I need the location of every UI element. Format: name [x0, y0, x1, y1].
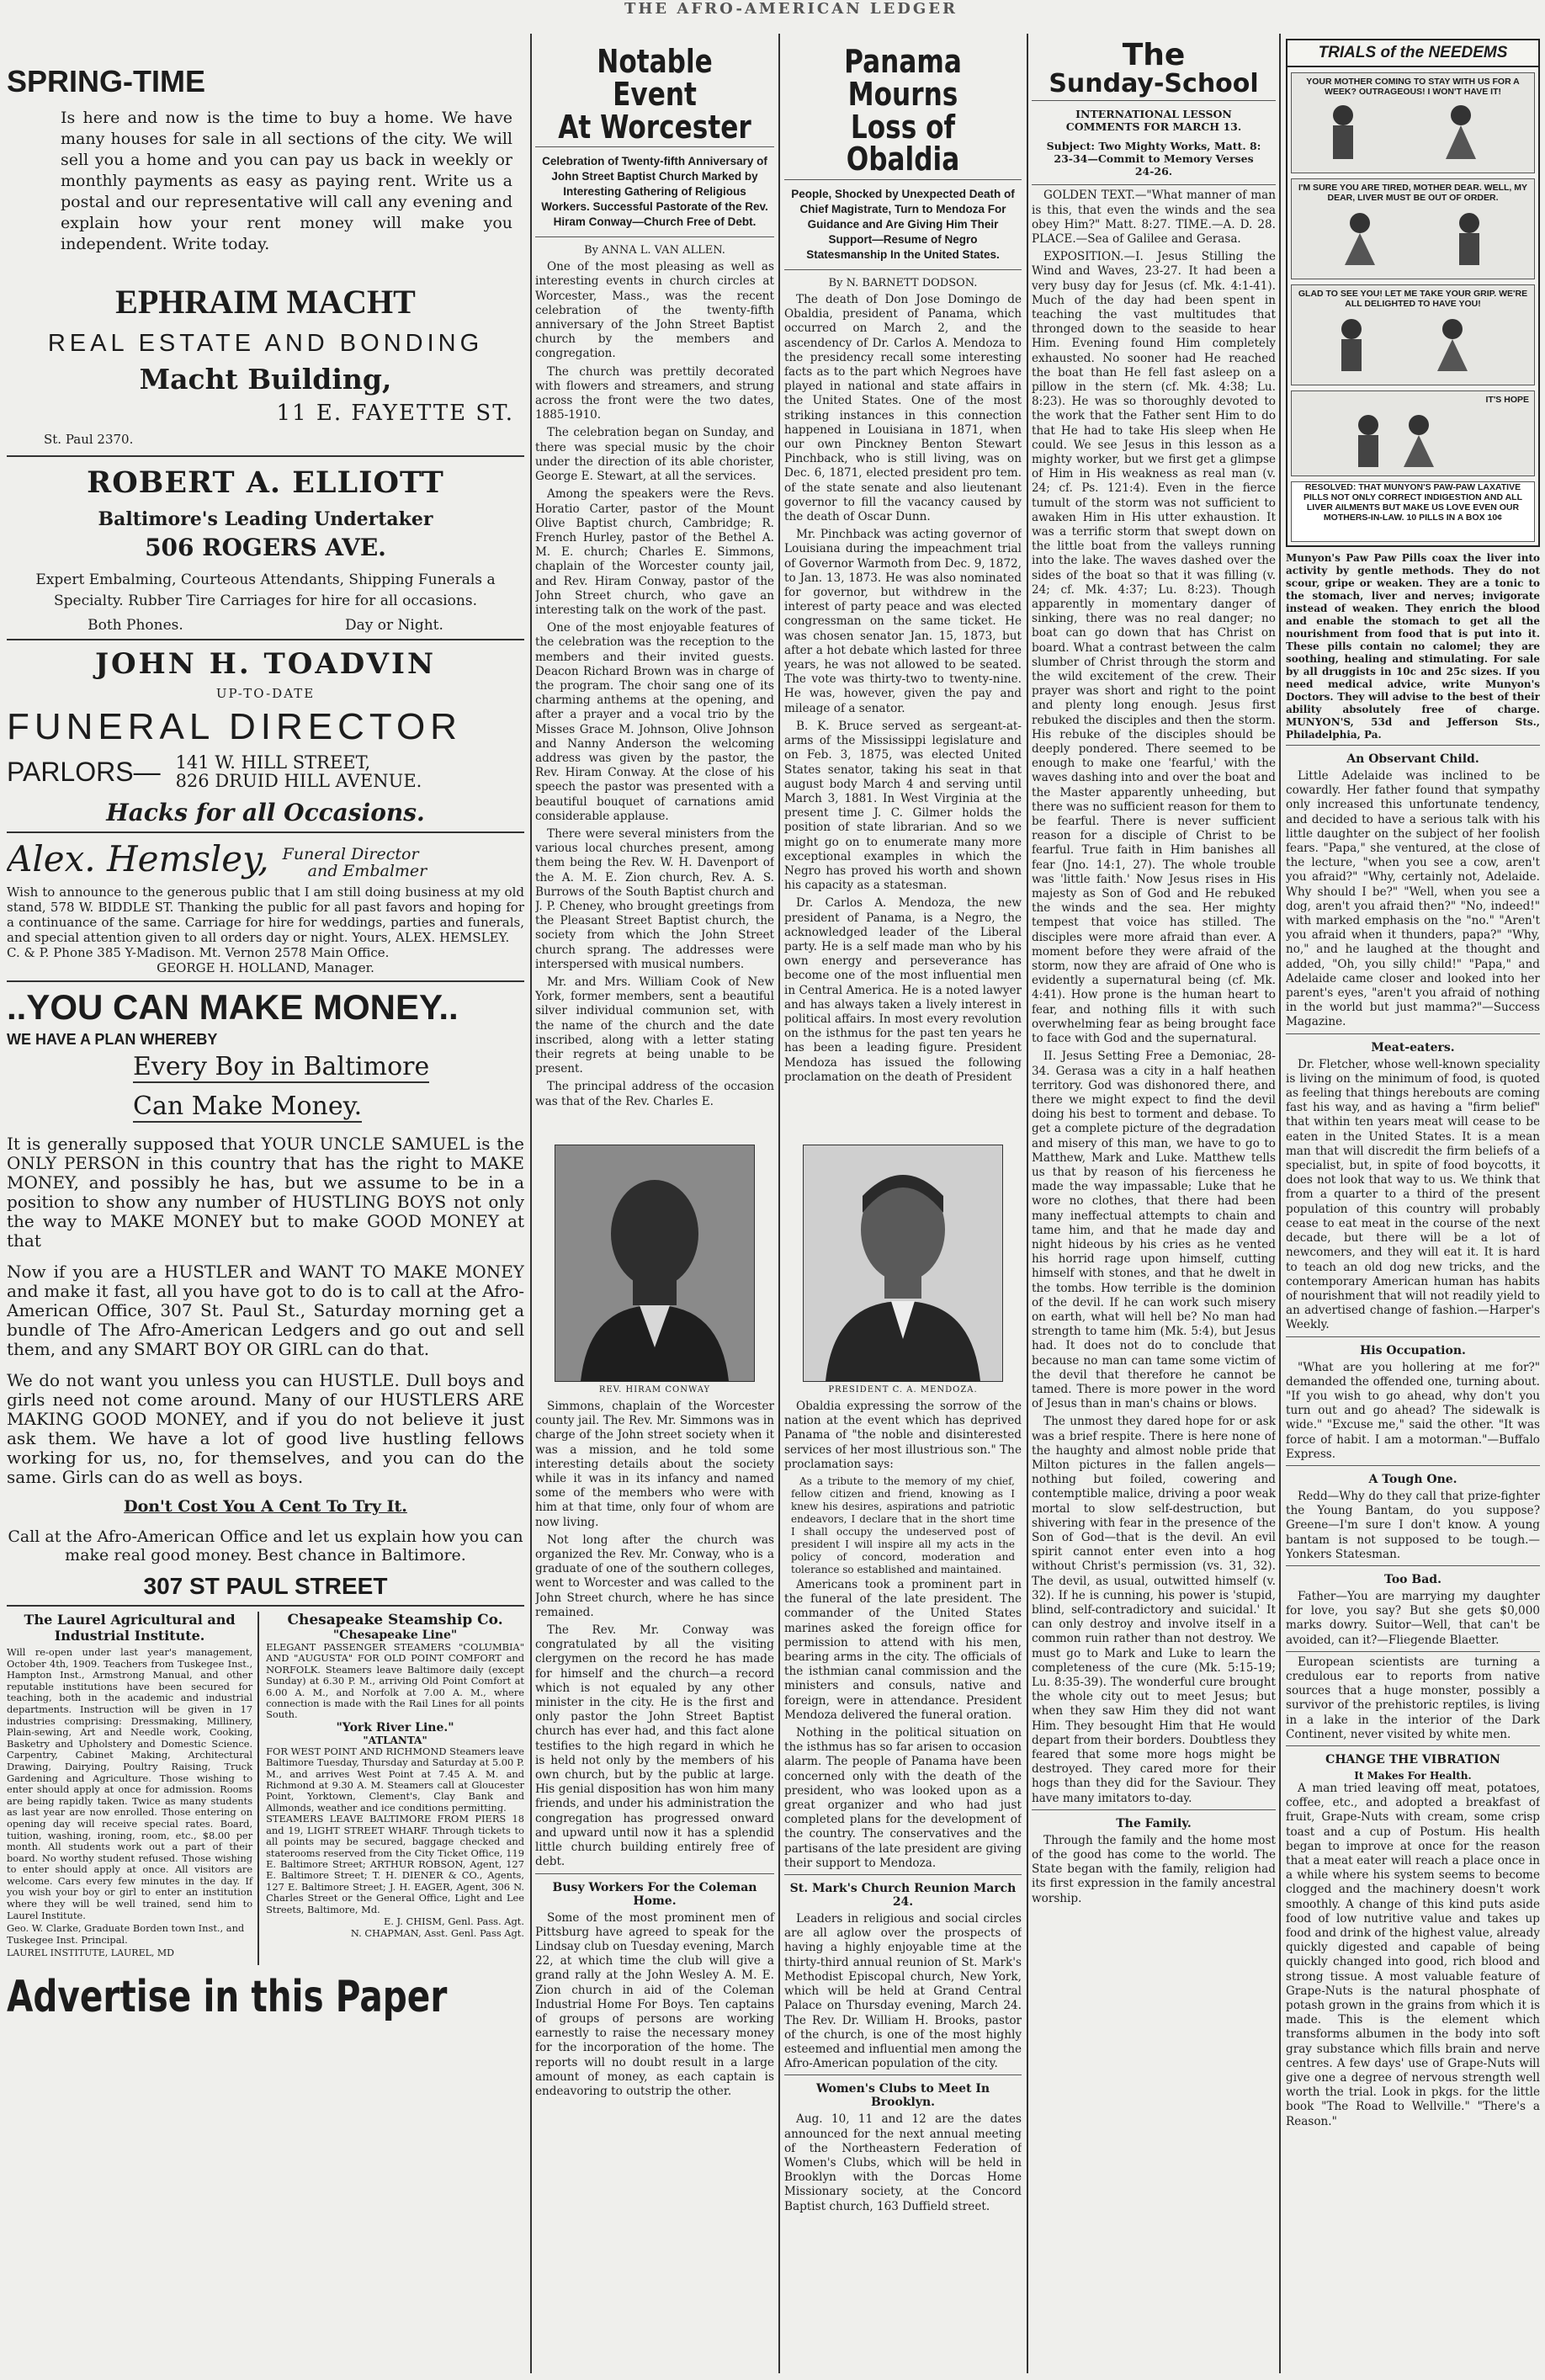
- observant-headline: An Observant Child.: [1346, 752, 1479, 766]
- spring-body: Is here and now is the time to buy a home. We have many houses for sale in all sections of the city. We will sell you a home and you can pay us back in weekly or monthly payments as easy as paying rent. Write us a postal and our representative will call any evening and explain how your rent money will make you independent. Write today.: [61, 109, 512, 253]
- golden-text: GOLDEN TEXT.—"What manner of man is this, that even the winds and the sea obey Him?" Matt. 8:27. TIME.—A. D. 28. PLACE.—Sea of Galilee and Gerasa.: [1032, 189, 1276, 246]
- divider: [1286, 1651, 1540, 1652]
- hemsley-body: Wish to announce to the generous public that I am still doing business at my old stand, 578 W. BIDDLE ST. Thanking the public for all past favors and hoping for a continuance of the same. Carriage for hire for weddings, parties and funerals, and special attention given to all orders day or night. Yours, ALEX. HEMSLEY.: [7, 885, 524, 945]
- laurel-addr: LAUREL INSTITUTE, LAUREL, MD: [7, 1947, 174, 1959]
- panel-2-text: I'M SURE YOU ARE TIRED, MOTHER DEAR. WELL, MY DEAR, LIVER MUST BE OUT OF ORDER.: [1298, 183, 1527, 203]
- ches-river: "York River Line.": [336, 1720, 454, 1735]
- exposition-paragraph: The unmost they dared hope for or ask was a brief respite. There is here none of the haughty and almost noble pride that Milton pictures in the fallen angels—nothing but foiled, cowering and contemptible malice, driving a poor weak mortal to slow self-destruction, but shivering with fear in the presence of the Son of God—that is the devil. An evil spirit cannot enter even into a hog without Christ's permission (vs. 31, 32). The devil, as usual, outwitted himself (v. 32). If he is cunning, his power is 'stupid, blind, self-contradictory and suicidal.' It can only destroy and involve itself in a common ruin rather than not destroy. We must go to Mark and Luke to learn the completeness of the cure (Mk. 5:15-19; Lu. 8:35-39). The wonderful cure brought the whole city out to meet Jesus; but when they saw Him they did not want Him. They besought Him that He would depart from their borders. Doubtless they feared that some more hogs might be destroyed. They cared more for their hogs than they did for the Saviour. They have many imitators to-day.: [1032, 1415, 1276, 1805]
- hemsley-title2: and Embalmer: [307, 862, 427, 880]
- worcester-paragraph: Among the speakers were the Revs. Horatio Carter, pastor of the Mount Olive Baptist church, Cambridge; R. French Hurley, pastor of the Bethel A. M. E. church; Charles E. Simmons, chaplain of the Worcester county jail, and Rev. Hiram Conway, pastor of the John Street church, who gave an interesting talk on the work of the past.: [535, 487, 774, 617]
- divider: [784, 1874, 1022, 1875]
- divider: [535, 146, 774, 147]
- ches-line: "Chesapeake Line": [332, 1628, 458, 1642]
- occupation-body: "What are you hollering at me for?" demanded the offended one, turning about. "If you wish to go ahead, why don't you turn out and go ahead? The sidewalk is wide." "Excuse me," said the other. "It was force of habit. I am a motorman."—Buffalo Express.: [1286, 1360, 1540, 1461]
- ches-atlanta: "ATLANTA": [363, 1734, 427, 1746]
- panama-paragraph: Dr. Carlos A. Mendoza, the new president of Panama, is a Negro, the acknowledged leader of the Liberal party. He is a self made man who by his own energy and perseverance has become one of the most influential men in Central America. He is a noted lawyer and has always taken a lively interest in political affairs. In most every revolution on the isthmus for the past ten years he has been a leading figure. President Mendoza has issued the following proclamation on the death of President: [784, 896, 1022, 1084]
- column-rule: [530, 34, 532, 2373]
- worcester-paragraph: The celebration began on Sunday, and there was special music by the choir under the direction of its able chorister, George E. Stewart, at all the services.: [535, 426, 774, 484]
- macht-phone: St. Paul 2370.: [44, 432, 134, 447]
- stmark-body: Leaders in religious and social circles are all aglow over the prospects of having a highly enjoyable time at the thirty-third annual reunion of St. Mark's Methodist Episcopal church, New York, which will be held at Grand Central Palace on Thursday evening, March 24. The Rev. Dr. William H. Brooks, pastor of the church, is one of the most highly esteemed and influential men among the Afro-American population of the city.: [784, 1912, 1022, 2071]
- worcester-paragraph: The Rev. Mr. Conway was congratulated by all the visiting clergymen on the record he has made for himself and the church—a record which is not equaled by any other minister in the city. He is the first and only pastor the John Street Baptist church has ever had, and this fact alone testifies to the high regard in which he is held not only by the members of his own church, but by the public at large. His genial disposition has won him many friends, and under his administration the congregation has progressed onward and upward until now it has a splendid little church building entirely free of debt.: [535, 1623, 774, 1869]
- macht-name: EPHRAIM MACHT: [115, 283, 416, 321]
- money-ad: [7, 987, 524, 1600]
- worcester-byline: By ANNA L. VAN ALLEN.: [584, 244, 725, 258]
- panama-paragraph: Americans took a prominent part in the funeral of the late president. The commander of the United States marines asked the foreign office for permission to attend with his men, bearing arms in the city. The officials of the isthmian canal commission and the ministers and consuls, native and foreign, were in attendance. President Mendoza delivered the funeral oration.: [784, 1578, 1022, 1722]
- divider: [1286, 745, 1540, 746]
- panama-continued: [784, 1400, 1022, 2218]
- ches-sign1: E. J. CHISM, Genl. Pass. Agt.: [384, 1915, 524, 1927]
- divider: [7, 455, 524, 457]
- elliott-day: Day or Night.: [344, 617, 443, 634]
- elliott-phones-row: [7, 617, 524, 634]
- divider: [535, 1873, 774, 1874]
- advertise-banner: Advertise in this Paper: [7, 1972, 448, 2022]
- macht-building: Macht Building,: [139, 363, 392, 396]
- toadvin-ad: [7, 647, 524, 826]
- cartoon-figures-icon: [1293, 100, 1533, 159]
- toadvin-hacks: Hacks for all Occasions.: [106, 799, 425, 826]
- divider: [1286, 1336, 1540, 1337]
- busy-headline: Busy Workers For the Coleman Home.: [552, 1880, 757, 1908]
- exposition-paragraph: EXPOSITION.—I. Jesus Stilling the Wind and Waves, 23-27. It had been a very busy day for Jesus (cf. Mk. 4:1-41). Much of the day had been spent in teaching the vast multitudes that thronged down to the seaside to hear Him. Evening found Him completely exhausted. No sooner had He reached the boat than He fell fast asleep on a pillow in the stern (cf. Mk. 4:38; Lu. 8:23). He was so thoroughly devoted to the work that the Father sent Him to do that He had to take His sleep when He could. We see Jesus in this lesson as a mighty worker, but we first get a glimpse of Him in His weakness as real man (v. 24; cf. Ps. 121:4). Even in the fierce tumult of the storm was not sufficient to awaken Him in His utter exhaustion. It was a terrific storm that swept down on the little boat from the valleys running into the lake. The waves dashed over the sides of the boat so that it was filling (v. 24; cf. Mk. 4:37; Lu. 8:23). Though apparently in momentary danger of sinking, there was no real danger; no boat can go down that has Christ on board. What a contrast between the calm slumber of Christ through the storm and the wild excitement of the crew. Their prayer was short and right to the point and plenty long enough. Jesus first rebuked the disciples and then the storm. His rebuke of the disciples should be deeply pondered. There seemed to be enough to make one 'fearful,' with the waves dashing into and over the boat and the Master apparently unheeding, but there was no sufficient reason for them to be fearful. There is never sufficient reason for a disciple of Christ to be fearful. True faith in Him banishes all fear (Jno. 14:1, 27). The whole trouble was 'little faith.' Now Jesus rises in His majesty as Son of God and He rebuked the winds and the sea. Her mighty tempest that voice has stilled. The disciples were more afraid than ever. A moment before they were afraid of the storm, now they are afraid of One who is evidently a supernatural being (cf. Mk. 4:41). How prone is the human heart to fear, and nothing fills it with such overwhelming fear as being brought face to face with God and the supernatural.: [1032, 250, 1276, 1046]
- hemsley-phone: C. & P. Phone 385 Y-Madison. Mt. Vernon 2578 Main Office.: [7, 945, 390, 960]
- cartoon-panel-2: [1291, 178, 1535, 279]
- cartoon-panel-3: [1291, 284, 1535, 385]
- macht-ad: [7, 282, 524, 450]
- laurel-sign: Geo. W. Clarke, Graduate Borden town Inst., and Tuskegee Inst. Principal.: [7, 1922, 245, 1946]
- worcester-deck: Celebration of Twenty-fifth Anniversary of John Street Baptist Church Marked by Interesting Gathering of Religious Workers. Successful Pastorate of the Rev. Hiram Conway—Church Free of Debt.: [541, 155, 768, 229]
- munyon-text: Munyon's Paw Paw Pills coax the liver into activity by gentle methods. They do not scour, gripe or weaken. They are a tonic to the stomach, liver and nerves; invigorate instead of weaken. They enrich the blood and enable the stomach to get all the nourishment from food that is put into it. These pills contain no calomel; they are soothing, healing and stimulating. For sale by all druggists in 10c and 25c sizes. If you need medical advice, write Munyon's Doctors. They will advise to the best of their ability absolutely free of charge. MUNYON'S, 53d and Jefferson Sts., Philadelphia, Pa.: [1286, 552, 1540, 741]
- divider: [1286, 1033, 1540, 1034]
- mendoza-photo-block: [784, 1136, 1022, 1400]
- divider: [1032, 100, 1276, 101]
- divider: [7, 1605, 524, 1607]
- hemsley-header: [7, 838, 524, 879]
- cartoon-title: TRIALS of the NEEDEMS: [1288, 40, 1538, 67]
- column-rule: [778, 1136, 780, 2373]
- divider: [1032, 184, 1276, 185]
- occupation-headline: His Occupation.: [1360, 1343, 1466, 1357]
- macht-address: 11 E. FAYETTE ST.: [276, 401, 514, 426]
- money-p2: Now if you are a HUSTLER and WANT TO MAKE MONEY and make it fast, all you have got to do is to call at the Afro-American Office, 307 St. Paul St., Saturday morning get a bundle of The Afro-American Ledgers and go out and sell them, and any SMART BOY OR GIRL can do that.: [7, 1262, 524, 1359]
- tough-headline: A Tough One.: [1368, 1472, 1457, 1486]
- family-body: Through the family and the home most of the good has come to the world. The State began with the family, religion had its first expression in the family ancestral worship.: [1032, 1833, 1276, 1905]
- worcester-paragraph: One of the most pleasing as well as interesting events in church circles at Worcester, Mass., was the recent celebration of the twenty-fifth anniversary of the John Street Baptist church by the members and congregation.: [535, 260, 774, 361]
- elliott-phones: Both Phones.: [88, 617, 183, 634]
- vibration-headline: CHANGE THE VIBRATION: [1325, 1752, 1500, 1766]
- conway-photo-block: [535, 1136, 774, 1400]
- cartoon-figures-icon: [1293, 206, 1533, 265]
- portrait-illustration: [804, 1145, 1002, 1381]
- ads-column: [7, 22, 524, 2378]
- worcester-paragraph: Mr. and Mrs. William Cook of New York, former members, sent a beautiful silver individual communion set, with the name of the church and the date inscribed, along with a letter stating their regrets at being unable to be present.: [535, 975, 774, 1076]
- hemsley-ad: [7, 838, 524, 975]
- lesson-intro: INTERNATIONAL LESSON COMMENTS FOR MARCH 13.: [1065, 108, 1242, 134]
- worcester-paragraph: Simmons, chaplain of the Worcester county jail. The Rev. Mr. Simmons was in charge of the John street society when it was a mission, and he told some interesting details about the society while it was in its infancy and named some of the members who were with him at that time, only four of whom are now living.: [535, 1400, 774, 1529]
- european-body: European scientists are turning a credulous ear to reports from native sources that a huge monster, possibly a survivor of the prehistoric reptiles, is living in a lake in the interior of the Dark Continent, never visited by white men.: [1286, 1655, 1540, 1741]
- munyon-cartoon: [1286, 39, 1540, 547]
- meat-body: Dr. Fletcher, whose well-known speciality is living on the minimum of food, is quoted as feeling that things herebouts are coming fast his way, and as having a "firm belief" that within ten years meat will cease to be eaten in the United States. It is a mean man that will discredit the firm beliefs of a specialist, but, in spite of food boycotts, it does not look that way to us. We think that from a quarter to a third of the present population of this country will probably cease to eat meat in the course of the next decade, but there will be a lot of newcomers, and they will eat it. It is hard to teach an old dog new tricks, and the contemporary American human has habits of nourishment that will not readily yield to an advertised change of fashion.—Harper's Weekly.: [1286, 1057, 1540, 1332]
- misc-column: [1286, 22, 1540, 2378]
- worcester-continued: [535, 1400, 774, 2218]
- ches-sign2: N. CHAPMAN, Asst. Genl. Pass Agt.: [350, 1926, 524, 1939]
- worcester-paragraph: There were several ministers from the various local churches present, among them being the Rev. W. H. Davenport of the A. M. E. Zion church, Rev. A. S. Burrows of the South Baptist church and J. P. Cheney, who brought greetings from the Pleasant Street Baptist church, the society from which the John Street church sprang. The addresses were interspersed with musical numbers.: [535, 826, 774, 971]
- conway-caption: REV. HIRAM CONWAY: [598, 1385, 711, 1395]
- cartoon-panel-1: [1291, 72, 1535, 173]
- panel-3-text: GLAD TO SEE YOU! LET ME TAKE YOUR GRIP. WE'RE ALL DELIGHTED TO HAVE YOU!: [1298, 289, 1528, 309]
- women-body: Aug. 10, 11 and 12 are the dates announced for the next annual meeting of the Northeastern Federation of Women's Clubs, which will be held in Brooklyn with the Dorcas Home Missionary society, at the Concord Baptist church, 163 Duffield street.: [784, 2112, 1022, 2213]
- sunday-headline-2: Sunday-School: [1049, 68, 1259, 98]
- laurel-title: The Laurel Agricultural and Industrial Institute.: [24, 1612, 236, 1644]
- worcester-paragraph: The principal address of the occasion was that of the Rev. Charles E.: [535, 1080, 774, 1108]
- masthead: THE AFRO-AMERICAN LEDGER: [624, 0, 958, 18]
- laurel-body: Will re-open under last year's management, October 4th, 1909. Teachers from Tuskegee Inst., Hampton Inst., Armstrong Manual, and other reputable institutions have been secured for teaching, both in the academic and industrial departments. Instruction will be given in 17 industries comprising: Dressmaking, Millinery, Plain-sewing, Art and Needle work, Cooking, Basketry and Upholstery and Domestic Science. Carpentry, Cabinet Making, Architectural Drawing, Dairying, Poultry Raising, Truck Gardening and Agriculture. Those wishing to enter should apply at once for admission. Rooms are being rapidly taken. Twice as many students as last year are now enrolled. Those entering on opening day will receive special rates. Board, tuition, washing, ironing, room, etc., $8.00 per month. All students work out a part of their board. No worthy student refused. Those wishing to enter should apply at once. All visitors are welcome. Cars every few minutes in the day. If you wish your boy or girl to enter an institution where they will be well trained, send him to Laurel Institute.: [7, 1646, 253, 1921]
- toadvin-name: JOHN H. TOADVIN: [94, 647, 437, 681]
- toadvin-addr2: 826 DRUID HILL AVENUE.: [175, 771, 422, 791]
- money-p3: We do not want you unless you can HUSTLE. Dull boys and girls need not come around. Many of our HUSTLERS ARE MAKING GOOD MONEY, and if you do not believe it just ask them. We have a lot of good live hustling fellows working for us, no, for themselves, and you can do the same. Girls can do as well as boys.: [7, 1370, 524, 1487]
- family-headline: The Family.: [1116, 1816, 1192, 1830]
- cartoon-resolved: RESOLVED: THAT MUNYON'S PAW-PAW LAXATIVE PILLS NOT ONLY CORRECT INDIGESTION AND ALL LIVER AILMENTS BUT MAKE US LOVE EVEN OUR MOTHERS-IN-LAW. 10 PILLS IN A BOX 10¢: [1291, 481, 1535, 542]
- ches-body3: STEAMERS LEAVE BALTIMORE FROM PIERS 18 and 19, LIGHT STREET WHARF. Through tickets to all points may be secured, baggage checked and staterooms reserved from the City Ticket Office, 119 E. Baltimore Street; ARTHUR ROBSON, Agent, 127 E. Baltimore Street; T. H. DIENER & CO., Agents, 127 E. Baltimore Street; J. H. EAGER, Agent, 306 N. Charles Street or the General Office, Light and Lee Streets, Baltimore, Md.: [266, 1813, 524, 1915]
- proclamation-text: As a tribute to the memory of my chief, fellow citizen and friend, knowing as I knew his desires, aspirations and patriotic endeavors, I declare that in the short time I shall occupy the undeserved post of president I will inspire all my acts in the policy of concord, moderation and tolerance so established and maintained.: [791, 1475, 1015, 1576]
- bad-headline: Too Bad.: [1384, 1572, 1441, 1586]
- elliott-body: Expert Embalming, Courteous Attendants, Shipping Funerals a Specialty. Rubber Tire Carriages for hire for all occasions.: [35, 571, 496, 609]
- money-title: ..YOU CAN MAKE MONEY..: [7, 987, 459, 1027]
- column-rule: [1279, 34, 1281, 2373]
- money-street: 307 ST PAUL STREET: [143, 1573, 388, 1599]
- hemsley-name: Alex. Hemsley,: [7, 838, 269, 879]
- divider: [7, 639, 524, 640]
- observant-body: Little Adelaide was inclined to be cowardly. Her father found that sympathy only increased this unfortunate tendency, and decided to have a serious talk with his little daughter on the subject of her foolish fears. "Papa," she ventured, at the close of the lecture, "when you see a cow, aren't you afraid?" "Why, certainly not, Adelaide. Why should I be?" "Well, when you see a dog, aren't you afraid then?" "No, indeed!" with marked emphasis on the "no." "Aren't you afraid when it thunders, papa?" "Why, no," and he laughed at the thought and added, "Oh, you silly child!" "Papa," and Adelaide came closer and looked into her parent's eyes, "aren't you afraid of nothing in the world but just mamma?"—Success Magazine.: [1286, 769, 1540, 1029]
- toadvin-addresses: [176, 753, 422, 790]
- vibration-subhead: It Makes For Health.: [1354, 1769, 1472, 1782]
- lesson-subject: Subject: Two Mighty Works, Matt. 8: 23-34—Commit to Memory Verses 24-26.: [1046, 140, 1261, 178]
- women-headline: Women's Clubs to Meet In Brooklyn.: [815, 2082, 990, 2110]
- cartoon-figures-icon: [1293, 312, 1533, 371]
- money-plan: WE HAVE A PLAN WHEREBY: [7, 1031, 218, 1048]
- elliott-address: 506 ROGERS AVE.: [145, 534, 386, 561]
- toadvin-parlors: PARLORS—: [7, 756, 161, 787]
- meat-headline: Meat-eaters.: [1371, 1040, 1455, 1055]
- panel-1-text: YOUR MOTHER COMING TO STAY WITH US FOR A WEEK? OUTRAGEOUS! I WON'T HAVE IT!: [1306, 77, 1520, 97]
- sunday-headline-1: The: [1122, 38, 1186, 72]
- hemsley-title1: Funeral Director: [282, 845, 419, 863]
- panama-headline-1: Panama Mourns: [844, 43, 962, 113]
- mendoza-caption: PRESIDENT C. A. MENDOZA.: [828, 1385, 978, 1395]
- money-every: Every Boy in Baltimore: [133, 1052, 430, 1081]
- hemsley-titles: [283, 846, 427, 879]
- cartoon-figures-icon: [1293, 408, 1533, 467]
- macht-line: REAL ESTATE AND BONDING: [47, 330, 484, 357]
- toadvin-upto: UP-TO-DATE: [215, 686, 316, 701]
- cartoon-panel-4: [1291, 390, 1535, 476]
- divider: [1032, 1809, 1276, 1810]
- exposition-paragraph: II. Jesus Setting Free a Demoniac, 28-34. Gerasa was a city in a half heathen territory. God was dishonored there, and there we might expect to find the devil doing his best to torment and debase. To get a complete picture of the degradation and misery of this man, we have to go to Matthew, Mark and Luke. Matthew tells us that by reason of his fierceness he made the way impassable; Luke that he wore no clothes, that there had been many ineffectual attempts to chain and tame him, and that he made day and night hideous by his cries as he vented his horrid rage upon himself, cutting himself with stones, and that he dwelt in the tombs. How terrible is the dominion of the devil. If he can work such misery on earth, what will hell be? No man had strength to tame him (Mk. 5:4), but Jesus had. It does not do to conclude that because no man can tame some victim of the devil that therefore he cannot be tamed. There is more power in the word of Jesus than in man's chains or blows.: [1032, 1049, 1276, 1411]
- divider: [7, 831, 524, 833]
- panama-paragraph: B. K. Bruce served as sergeant-at-arms of the Mississippi legislature and on Feb. 3, 1875, was elected United States senator, taking his seat in that august body March 4 and serving until March 3, 1881. In West Virginia at the present time J. C. Gilmer holds the position of state librarian. And so we might go on to enumerate many more exceptional examples in which the Negro has proved his worth and shown his capacity as a statesman.: [784, 719, 1022, 893]
- vibration-body: A man tried leaving off meat, potatoes, coffee, etc., and adopted a breakfast of fruit, Grape-Nuts with cream, some crisp toast and a cup of Postum. His health began to improve at once for the reason that a meat eater will reach a place once in a while where his system seems to become clogged and the machinery doesn't work smoothly. A change of this kind puts aside food of low nutritive value and takes up food and drink of the highest value, already quickly digested and capable of being quickly changed into good, rich blood and strong tissue. A most valuable feature of Grape-Nuts is the natural phosphate of potash grown in the grains from which it is made. This is the element which transforms albumen in the body into soft gray substance which fills brain and nerve centres. A few days' use of Grape-Nuts will give one a degree of nervous strength well worth the trial. Look in pkgs. for the little book "The Road to Wellville." "There's a Reason.": [1286, 1781, 1540, 2128]
- chesapeake-ad: [259, 1612, 524, 1965]
- column-rule: [1027, 34, 1028, 2373]
- panama-headline-2: Loss of Obaldia: [846, 108, 960, 178]
- portrait-illustration: [555, 1145, 754, 1381]
- worcester-headline-2: At Worcester: [558, 108, 751, 146]
- panama-paragraph: Mr. Pinchback was acting governor of Louisiana during the impeachment trial of Governor Warmoth from Dec. 9, 1872, to Jan. 13, 1873. He was also nominated for governor, but withdrew in the interest of party peace and was elected congressman on the same ticket. He was chosen senator Jan. 15, 1873, but after a hot debate which lasted for three years, he was not allowed to be seated. The vote was thirty-two to twenty-nine. He was, however, given the pay and mileage of a senator.: [784, 528, 1022, 715]
- elliott-title: Baltimore's Leading Undertaker: [98, 508, 433, 530]
- worcester-paragraph: One of the most enjoyable features of the celebration was the reception to the members and their invited guests. Deacon Richard Brown was in charge of the program. The choir sang one of its charming anthems at the opening, and after a prayer and a vocal trio by the Misses Grace M. Johnson, Olive Johnson and Nanny Anderson the welcoming address was given by the pastor, the Rev. Hiram Conway. At the close of his speech the pastor was presented with a beautiful bouquet of carnations amid considerable applause.: [535, 621, 774, 823]
- divider: [535, 236, 774, 237]
- ches-body2: FOR WEST POINT AND RICHMOND Steamers leave Baltimore Tuesday, Thursday and Saturday at 5.00 P. M., and arrives West Point at 7.45 A. M. and Richmond at 9.30 A. M. Steamers call at Gloucester Point, Yorktown, Clement's, Clay Bank and Allmonds, weather and ice conditions permitting.: [266, 1745, 524, 1814]
- bottom-ads-row: [7, 1612, 524, 1965]
- bad-body: Father—You are marrying my daughter for love, you say? But she gets $0,000 marks dowry. Suitor—Well, that can't be avoided, can it?—Fliegende Blaetter.: [1286, 1589, 1540, 1647]
- divider: [1286, 1465, 1540, 1466]
- panama-paragraph: The death of Don Jose Domingo de Obaldia, president of Panama, which occurred on March 2, and the ascendency of Dr. Carlos A. Mendoza to the presidency recall some interesting facts as to the part which Negroes have played in national and state affairs in the United States. One of the most striking instances in this connection happened in Louisiana in 1871, when our own Pinckney Benton Stewart Pinchback, who is still living, was on Dec. 6, 1871, elected president pro tem. of the state senate and also lieutenant governor to fill the vacancy caused by the death of Oscar Dunn.: [784, 293, 1022, 524]
- laurel-ad: [7, 1612, 259, 1965]
- stmark-headline: St. Mark's Church Reunion March 24.: [789, 1882, 1017, 1910]
- spring-time-ad: [7, 64, 524, 255]
- elliott-name: ROBERT A. ELLIOTT: [87, 465, 444, 500]
- money-p1: It is generally supposed that YOUR UNCLE SAMUEL is the ONLY PERSON in this country that has the right to MAKE MONEY, and possibly he has, but we assume to be in a position to show any number of HUSTLING BOYS not only the way to MAKE MONEY but to make GOOD MONEY at that: [7, 1134, 524, 1251]
- divider: [784, 179, 1022, 180]
- tough-body: Redd—Why do they call that prize-fighter the Young Bantam, do you suppose? Greene—I'm sure I don't know. A young bantam is not supposed to be tough.—Yonkers Statesman.: [1286, 1489, 1540, 1561]
- ches-title: Chesapeake Steamship Co.: [287, 1612, 503, 1628]
- panama-paragraph: Obaldia expressing the sorrow of the nation at the event which has deprived Panama of "the noble and disinterested services of her most illustrious son." The proclamation says:: [784, 1400, 1022, 1471]
- divider: [1286, 1565, 1540, 1566]
- money-can: Can Make Money.: [133, 1092, 363, 1121]
- spring-title: SPRING-TIME: [7, 64, 206, 98]
- money-cost: Don't Cost You A Cent To Try It.: [124, 1497, 407, 1516]
- sunday-school-column: [1032, 22, 1276, 2378]
- hemsley-manager: GEORGE H. HOLLAND, Manager.: [157, 960, 374, 975]
- toadvin-parlors-row: [7, 753, 524, 790]
- ches-body1: ELEGANT PASSENGER STEAMERS "COLUMBIA" AND "AUGUSTA" FOR OLD POINT COMFORT and NORFOLK. Steamers leave Baltimore daily (except Sunday) at 6.30 P. M., arriving Old Point Comfort at 6.00 A. M., and Norfolk at 7.00 A. M., where connection is made with the Rail Lines for all points South.: [266, 1641, 524, 1721]
- divider: [1286, 1745, 1540, 1746]
- conway-portrait: [555, 1145, 755, 1382]
- worcester-headline-1: Notable Event: [597, 43, 713, 113]
- panel-4-text: IT'S HOPE: [1485, 395, 1529, 405]
- panama-deck: People, Shocked by Unexpected Death of Chief Magistrate, Turn to Mendoza For Guidance and Are Giving Him Their Support—Resume of Negro Statesmanship In the United States.: [791, 188, 1015, 261]
- mendoza-portrait: [803, 1145, 1003, 1382]
- worcester-paragraph: Not long after the church was organized the Rev. Mr. Conway, who is a graduate of one of the southern colleges, went to Worcester and was called to the John Street church, where he has since remained.: [535, 1533, 774, 1619]
- divider: [7, 980, 524, 982]
- money-call: Call at the Afro-American Office and let us explain how you can make real good money. Best chance in Baltimore.: [8, 1527, 523, 1565]
- panama-byline: By N. BARNETT DODSON.: [828, 277, 978, 290]
- busy-body: Some of the most prominent men of Pittsburg have agreed to speak for the Lindsay club on Tuesday evening, March 22, at which time the club will give a grand rally at the John Wesley A. M. E. Zion church in aid of the Coleman Industrial Home For Boys. Ten captains of groups of persons are working earnestly to raise the necessary money for the incorporation of the home. The reports will no doubt result in a large amount of money, as each captain is endeavoring to outstrip the other.: [535, 1910, 774, 2098]
- panama-paragraph: Nothing in the political situation on the isthmus has so far arisen to occasion alarm. The people of Panama have been concerned only with the death of the president, who was looked upon as a great organizer and who had just completed plans for the development of the country. The conservatives and the partisans of the late president are giving their support to Mendoza.: [784, 1726, 1022, 1870]
- worcester-paragraph: The church was prettily decorated with flowers and streamers, and strung across the front were the two dates, 1885-1910.: [535, 364, 774, 422]
- toadvin-addr1: 141 W. HILL STREET,: [175, 752, 371, 773]
- toadvin-title: FUNERAL DIRECTOR: [7, 706, 462, 747]
- divider: [784, 269, 1022, 270]
- elliott-ad: [7, 465, 524, 634]
